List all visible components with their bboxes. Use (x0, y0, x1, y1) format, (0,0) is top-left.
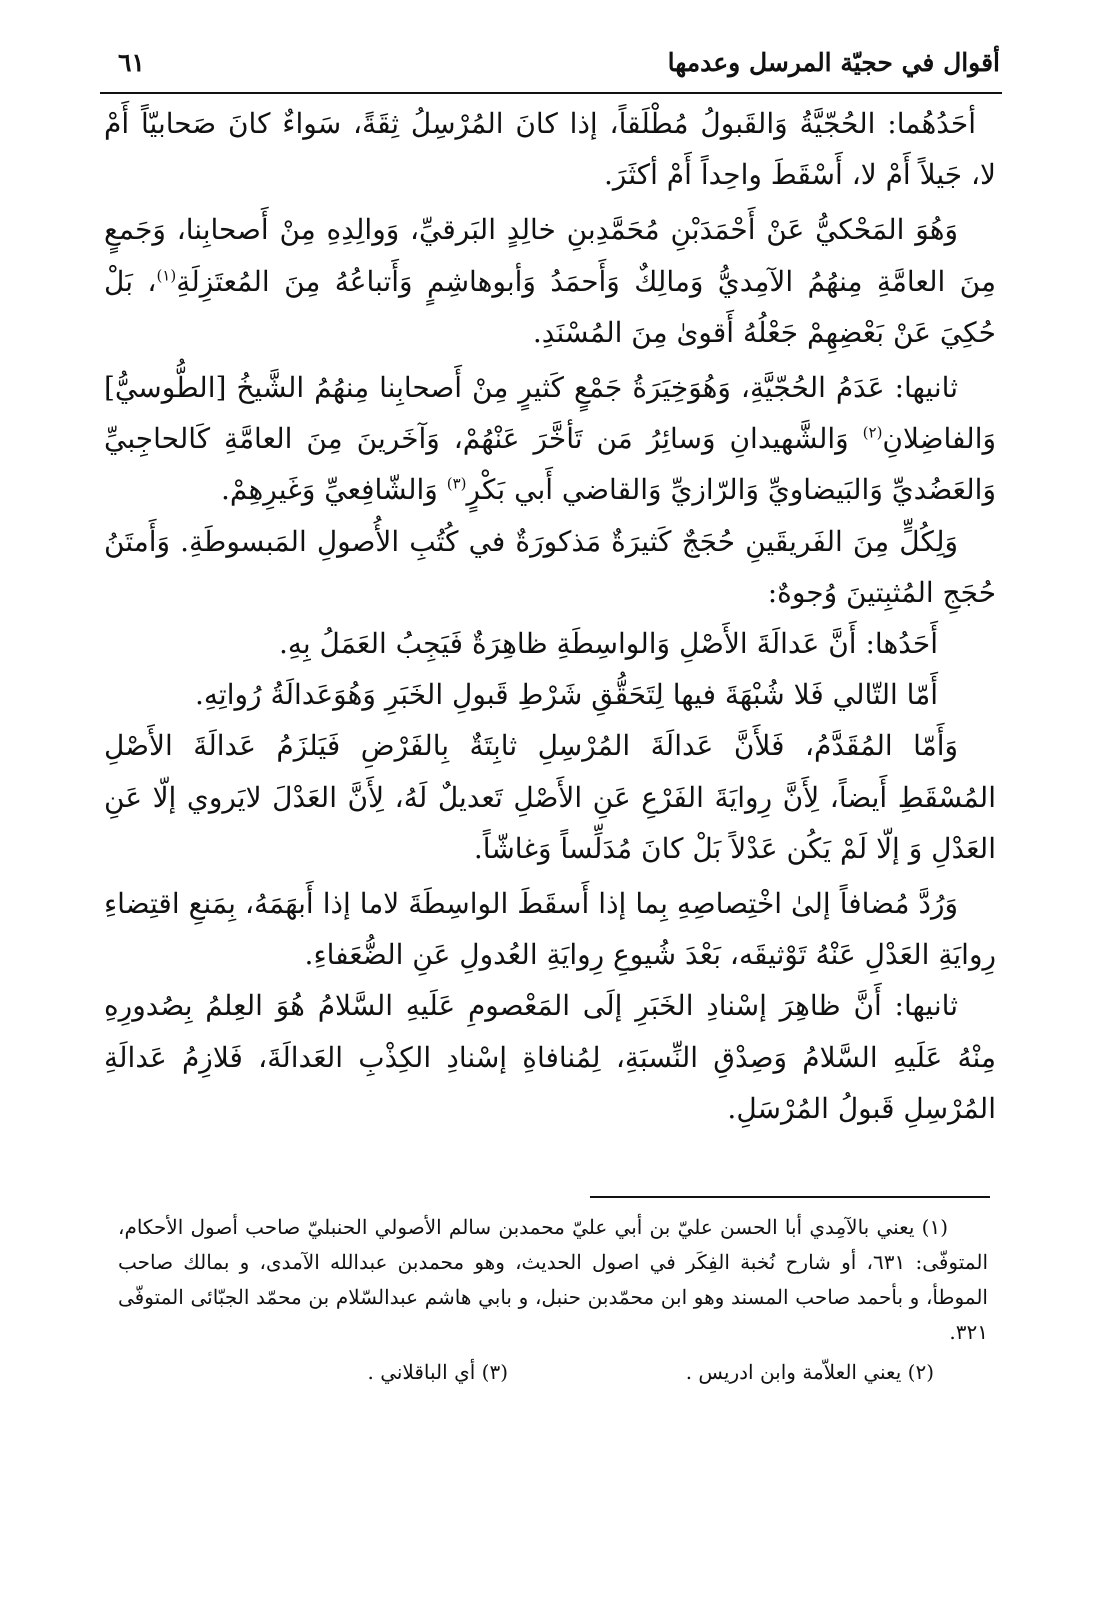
paragraph-text: وَرُدَّ مُضافاً إلىٰ اخْتِصاصِهِ بِما إذا أَسقَطَ الواسِطَةَ لاما إذا أَبهَمَهُ، بِمَنعِ اقتِضاءِ رِوايَةِ العَدْلِ عَنْهُ تَوْثيقَه، بَعْدَ شُيوعِ رِوايَةِ العُدولِ عَنِ الضُّعَفاءِ. (104, 887, 996, 972)
paragraph-text: وَالشَّهيدانِ وَسائِرُ مَن تَأخَّرَ عَنْهُمْ، وَآخَرينَ مِنَ العامَّةِ كَالحاجِبيِّ وَالعَضُديِّ وَالبَيضاويِّ وَالرّازيِّ وَالقاضي أَبي بَكْرٍ (104, 422, 996, 507)
paragraph-text: ثانيها: أَنَّ ظاهِرَ إسْنادِ الخَبَرِ إلَى المَعْصومِ عَلَيهِ السَّلامُ هُوَ العِلمُ بِصُدورِهِ مِنْهُ عَلَيهِ السَّلامُ وَصِدْقِ النِّسبَةِ، لِمُنافاةِ إسْنادِ الكِذْبِ العَدالَةَ، فَلازِمُ عَدالَةِ المُرْسِلِ قَبولُ المُرْسَلِ. (104, 989, 996, 1125)
paragraph-proponents (104, 204, 996, 358)
paragraph-consequent (104, 669, 996, 720)
running-title: أقوال في حجيّة المرسل وعدمها (667, 48, 1000, 77)
footnote-3: (٣) أي الباقلاني . (367, 1360, 508, 1384)
running-header (100, 44, 1000, 92)
paragraph-rebuttal (104, 878, 996, 980)
footnote-ref-3[interactable]: (٣) (446, 475, 467, 494)
paragraph-text: ، بَلْ حُكِيَ عَنْ بَعْضِهِمْ جَعْلُهُ أَقوىٰ مِنَ المُسْنَدِ. (104, 264, 996, 349)
footnote-2: (٢) يعني العلاّمة وابن ادريس . (685, 1360, 934, 1384)
paragraph-first-opinion (104, 98, 996, 200)
paragraph-text: أَحَدُها: أَنَّ عَدالَةَ الأَصْلِ وَالواسِطَةِ ظاهِرَةٌ فَيَجِبُ العَمَلُ بِهِ. (278, 627, 938, 661)
paragraph-text: ثانيها: عَدَمُ الحُجّيَّةِ، وَهُوَخِيَرَةُ جَمْعٍ كَثيرٍ مِنْ أَصحابِنا مِنهُمُ الشَّيخُ [الطُّوسيُّ] وَالفاضِلانِ (104, 371, 996, 456)
footnotes-row (118, 1352, 988, 1392)
paragraph-argument-2 (104, 980, 996, 1134)
paragraph-text: وَهُوَ المَحْكيُّ عَنْ أَحْمَدَبْنِ مُحَمَّدِبنِ خالِدٍ البَرقيِّ، وَوالِدِهِ مِنْ أَصحابِنا، وَجَمعٍ مِنَ العامَّةِ مِنهُمُ الآمِديُّ وَمالِكٌ وَأَحمَدُ وَأبوهاشِمٍ وَأَتباعُهُ مِنَ المُعتَزِلَةِ (104, 213, 996, 298)
paragraph-text: أَمّا التّالي فَلا شُبْهَةَ فيها لِتَحَقُّقِ شَرْطِ قَبولِ الخَبَرِ وَهُوَعَدالَةُ رُواتِهِ. (195, 678, 938, 712)
main-text (104, 98, 996, 1134)
footnote-ref-1[interactable]: (١) (156, 266, 177, 285)
paragraph-text: وَأَمّا المُقَدَّمُ، فَلأَنَّ عَدالَةَ المُرْسِلِ ثابِتَةٌ بِالفَرْضِ فَيَلزَمُ عَدالَةَ الأَصْلِ المُسْقَطِ أَيضاً، لِأَنَّ رِوايَةَ الفَرْعِ عَنِ الأَصْلِ تَعديلٌ لَهُ، لِأَنَّ العَدْلَ لايَروي إلّا عَنِ العَدْلِ وَ إلّا لَمْ يَكُن عَدْلاً بَلْ كانَ مُدَلِّساً وَغاشّاً. (104, 729, 996, 865)
footnote-rule (590, 1196, 990, 1198)
footnote-1: (١) يعني بالآمِدي أبا الحسن عليّ بن أبي عليّ محمدبن سالم الأصولي الحنبليّ صاحب أصول الأحكام، المتوفّى: ٦٣١، أو شارح نُخبة الفِكَر في اصول الحديث، وهو محمدبن عبدالله الآمدى، و بمالك صاحب الموطأ، و بأحمد صاحب المسند وهو ابن محمّدبن حنبل، و بابي هاشم عبدالسّلام بن محمّد الجبّائى المتوفّى ٣٢١. (118, 1215, 988, 1344)
paragraph-antecedent (104, 720, 996, 874)
header-rule (100, 92, 1002, 94)
paragraph-arguments (104, 516, 996, 618)
footnote-ref-2[interactable]: (٢) (862, 423, 883, 442)
paragraph-second-opinion (104, 362, 996, 516)
paragraph-text: وَلِكُلٍّ مِنَ الفَريقَينِ حُجَجٌ كَثيرَةٌ مَذكورَةٌ في كُتُبِ الأُصولِ المَبسوطَةِ. وَأَمتَنُ حُجَجِ المُثبِتينَ وُجوهٌ: (104, 524, 996, 609)
footnotes (118, 1210, 988, 1350)
paragraph-text: أحَدُهُما: الحُجّيَّةُ وَالقَبولُ مُطْلَقاً، إذا كانَ المُرْسِلُ ثِقَةً، سَواءٌ كانَ صَحابيّاً أَمْ لا، جَيلاً أَمْ لا، أَسْقَطَ واحِداً أَمْ أكثَرَ. (104, 107, 996, 192)
paragraph-text: وَالشّافِعيِّ وَغَيرِهِمْ. (220, 473, 447, 507)
paragraph-argument-1 (104, 618, 996, 669)
page-number: ٦١ (118, 48, 145, 77)
